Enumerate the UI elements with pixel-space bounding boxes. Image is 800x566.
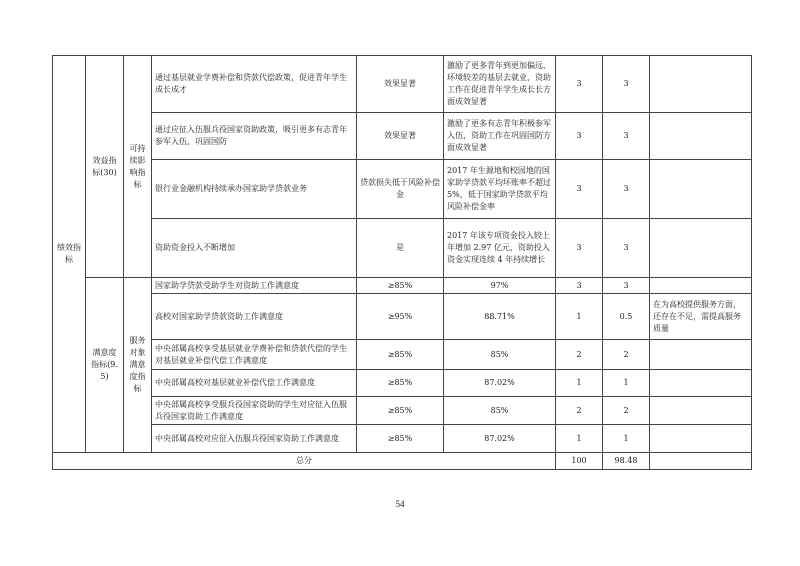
target-value: 效果显著 — [357, 56, 444, 113]
level3-indicator-service: 服务对象满意度指标 — [124, 278, 152, 453]
weight: 1 — [556, 425, 603, 453]
indicator-content: 资助资金投入不断增加 — [152, 219, 357, 278]
total-label: 总分 — [53, 453, 556, 470]
table-row — [53, 397, 752, 425]
note — [650, 370, 752, 397]
actual-value: 97% — [444, 278, 556, 294]
target-value: ≥95% — [357, 294, 444, 340]
indicator-content: 中央部属高校享受服兵役国家资助的学生对应征入伍服兵役国家资助工作满意度 — [152, 397, 357, 425]
indicator-content: 中央部属高校对应征入伍服兵役国家资助工作满意度 — [152, 425, 357, 453]
weight: 1 — [556, 370, 603, 397]
note: 在为高校提供服务方面，还存在不足，需提高服务质量 — [650, 294, 752, 340]
note — [650, 397, 752, 425]
weight: 2 — [556, 340, 603, 370]
indicator-content: 中央部属高校享受基层就业学费补偿和贷款代偿的学生对基层就业补偿代偿工作满意度 — [152, 340, 357, 370]
target-value: ≥85% — [357, 370, 444, 397]
target-value: ≥85% — [357, 425, 444, 453]
note — [650, 113, 752, 160]
note — [650, 340, 752, 370]
indicator-content: 通过基层就业学费补偿和贷款代偿政策，促进青年学生成长成才 — [152, 56, 357, 113]
weight: 3 — [556, 160, 603, 219]
note — [650, 56, 752, 113]
actual-value: 87.02% — [444, 370, 556, 397]
indicator-content: 高校对国家助学贷款资助工作满意度 — [152, 294, 357, 340]
table-row — [53, 160, 752, 219]
score: 3 — [603, 113, 650, 160]
indicator-content: 中央部属高校对基层就业补偿代偿工作满意度 — [152, 370, 357, 397]
score: 3 — [603, 278, 650, 294]
indicator-content: 银行业金融机构持续承办国家助学贷款业务 — [152, 160, 357, 219]
score: 3 — [603, 219, 650, 278]
weight: 3 — [556, 56, 603, 113]
target-value: 贷款损失低于风险补偿金 — [357, 160, 444, 219]
actual-value: 87.02% — [444, 425, 556, 453]
table-row — [53, 340, 752, 370]
score: 2 — [603, 397, 650, 425]
actual-value: 激励了更多有志青年积极参军入伍，资助工作在巩固国防方面成效显著 — [444, 113, 556, 160]
weight: 2 — [556, 397, 603, 425]
note — [650, 425, 752, 453]
actual-value: 激励了更多青年到更加偏远、环境较差的基层去就业，资助工作在促进青年学生成长长方面成效显著 — [444, 56, 556, 113]
total-note — [650, 453, 752, 470]
weight: 3 — [556, 278, 603, 294]
target-value: 是 — [357, 219, 444, 278]
actual-value: 2017 年该专项资金投入较上年增加 2.97 亿元，资助投入资金实现连续 4 年持续增长 — [444, 219, 556, 278]
table-row — [53, 113, 752, 160]
target-value: ≥85% — [357, 340, 444, 370]
table-row — [53, 294, 752, 340]
indicator-content: 国家助学贷款受助学生对资助工作满意度 — [152, 278, 357, 294]
note — [650, 160, 752, 219]
table-row — [53, 219, 752, 278]
score: 1 — [603, 370, 650, 397]
target-value: 效果显著 — [357, 113, 444, 160]
total-score: 98.48 — [603, 453, 650, 470]
level3-indicator-sustainable: 可持续影响指标 — [124, 56, 152, 278]
note — [650, 278, 752, 294]
level1-indicator: 绩效指标 — [53, 56, 86, 453]
table-row — [53, 56, 752, 113]
table-row — [53, 425, 752, 453]
weight: 3 — [556, 113, 603, 160]
weight: 1 — [556, 294, 603, 340]
actual-value: 2017 年生源地和校园地的国家助学贷款平均坏账率不超过 5%，低于国家助学贷款平均风险补偿金率 — [444, 160, 556, 219]
target-value: ≥85% — [357, 397, 444, 425]
score: 3 — [603, 160, 650, 219]
actual-value: 85% — [444, 340, 556, 370]
actual-value: 88.71% — [444, 294, 556, 340]
actual-value: 85% — [444, 397, 556, 425]
page-number: 54 — [395, 499, 405, 509]
total-row — [53, 453, 752, 470]
score: 2 — [603, 340, 650, 370]
total-weight: 100 — [556, 453, 603, 470]
performance-table — [52, 55, 752, 470]
level2-indicator-benefit: 效益指标(30) — [86, 56, 124, 278]
table-row — [53, 278, 752, 294]
note — [650, 219, 752, 278]
level2-indicator-satisfaction: 满意度指标(9.5) — [86, 278, 124, 453]
indicator-content: 通过应征入伍服兵役国家资助政策，吸引更多有志青年参军入伍，巩固国防 — [152, 113, 357, 160]
score: 1 — [603, 425, 650, 453]
weight: 3 — [556, 219, 603, 278]
target-value: ≥85% — [357, 278, 444, 294]
score: 0.5 — [603, 294, 650, 340]
table-row — [53, 370, 752, 397]
score: 3 — [603, 56, 650, 113]
